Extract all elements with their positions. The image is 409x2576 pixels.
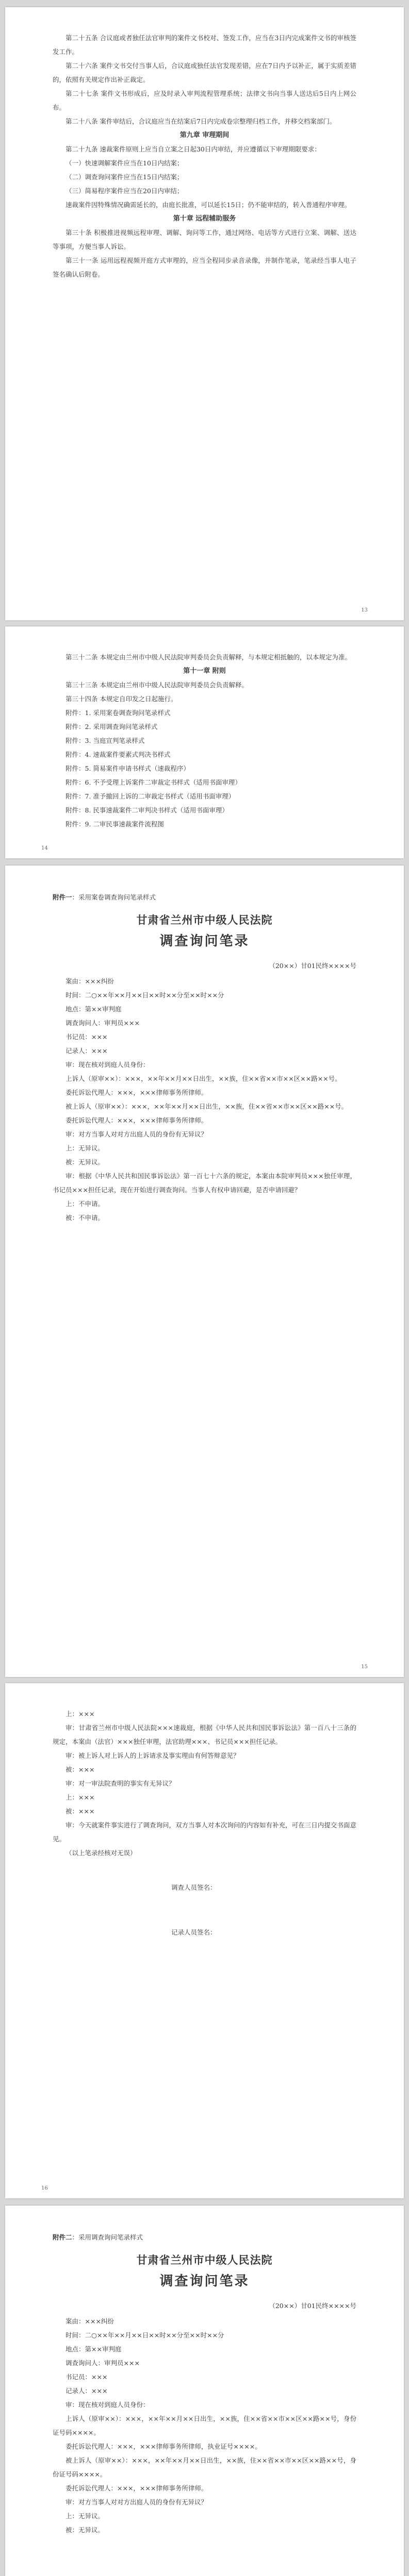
annex-title: ：采用案卷调查询问笔录样式: [72, 893, 156, 901]
document-page-5: [5, 2206, 404, 2576]
record-line: 被上诉人（原审××）：×××，××年××月××日出生，××族，住××省××市××区××路××号。: [66, 1103, 348, 1110]
article-paragraph: 第二十九条 速裁案件原则上应当自立案之日起30日内审结，并应遵循以下审理期限要求：: [66, 145, 321, 153]
article-paragraph: 第三十二条 本规定由兰州市中级人民法院审判委员会负责解释，与本规定相抵触的，以本规定为准。: [66, 653, 351, 661]
court-name: 甘肃省兰州市中级人民法院: [136, 2253, 273, 2266]
record-line: 上：×××: [66, 1710, 95, 1718]
record-line: 调查询问人：审判员×××: [66, 2359, 140, 2367]
record-line: 上诉人（原审××）：×××，××年××月××日出生，××族，住××省××市××区××路××号，身份证号码××××。: [53, 2415, 356, 2436]
record-line: 案由：×××纠纷: [66, 977, 114, 985]
page-number: 14: [41, 845, 48, 851]
article-paragraph: （一）快速调解案件应当在10日内结案；: [66, 159, 184, 167]
annex-number: 附件一: [53, 893, 72, 901]
record-line: 调查询问人：审判员×××: [66, 1019, 140, 1027]
document-page-3: [5, 866, 404, 1677]
attachment-item: 附件：1. 采用案卷调查询问笔录样式: [66, 709, 171, 717]
signature-spacer: [53, 1860, 356, 1880]
document-page-4: [5, 1683, 404, 2198]
record-line: 被：不申请。: [66, 1214, 105, 1222]
record-line: 委托诉讼代理人：×××，×××律师事务所律师，执业证号××××。: [66, 2443, 261, 2450]
record-line: 上：无异议。: [66, 2512, 105, 2520]
record-line: 上诉人（原审××）：×××，××年××月××日出生，××族，住××省××市××区××路××号。: [66, 1075, 341, 1082]
record-line: 审：甘肃省兰州市中级人民法院×××速裁庭，根据《中华人民共和国民事诉讼法》第一百八十三条的规定，本案由（法官）×××独任审理，法官助理×××、书记员×××担任记录。: [53, 1724, 356, 1745]
annex-label: [53, 2232, 356, 2242]
attachment-item: 附件：2. 采用调查询问笔录样式: [66, 723, 158, 731]
record-line: 时间：二○××年××月××日××时××分至××时××分: [66, 2331, 224, 2339]
record-line: 时间：二○××年××月××日××时××分至××时××分: [66, 991, 224, 999]
record-line: 被：无异议。: [66, 1158, 105, 1166]
record-line: 审：今天就案件事实进行了调查询问，双方当事人对本次询问的内容如有补充，可在三日内提交书面意见。: [53, 1821, 356, 1843]
record-line: 审：对方当事人对对方出庭人员的身份有无异议？: [66, 1130, 208, 1138]
annex-title: ：采用调查询问笔录样式: [72, 2233, 143, 2241]
page-number: 16: [41, 2185, 48, 2191]
record-title: 调查询问笔录: [159, 934, 250, 949]
record-line: 案由：×××纠纷: [66, 2317, 114, 2325]
court-name: 甘肃省兰州市中级人民法院: [136, 913, 273, 926]
attachment-item: 附件：3. 当庭宣判笔录样式: [66, 737, 145, 744]
record-line: 审：对一审法院查明的事实有无异议？: [66, 1780, 175, 1787]
page1-articles-b: [53, 142, 356, 212]
record-line: 审：根据《中华人民共和国民事诉讼法》第一百七十六条的规定，本案由本院审判员×××独任审理，书记员×××担任记录，现在开始进行调查询问。当事人有权申请回避，是否申请回避？: [53, 1172, 356, 1194]
case-number: （20××）甘01民终××××号: [269, 962, 356, 970]
chapter-heading: 第九章 审理期间: [179, 131, 230, 139]
signature-gap: [53, 1894, 356, 1925]
record-line: 委托诉讼代理人：×××，×××律师事务所律师。: [66, 1089, 208, 1096]
article-paragraph: 第二十六条 案件文书交付当事人后，合议庭或独任法官发现差错，应在7日内予以补正，属于实质差错的，依照有关规定作出补正裁定。: [53, 62, 356, 83]
attachment-item: 附件：4. 速裁案件要素式判决书样式: [66, 751, 171, 758]
article-paragraph: 第二十八条 案件审结后，合议庭应当在结案后7日内完成卷宗整理归档工作，并移交档案部门。: [66, 117, 336, 125]
record-line: 审：现在核对到庭人员身份：: [66, 1061, 150, 1069]
record-body: [53, 2314, 356, 2537]
article-paragraph: 第三十三条 本规定由兰州市中级人民法院审判委员会负责解释。: [66, 681, 248, 689]
annex-number: 附件二: [53, 2233, 72, 2241]
record-line: 被上诉人（原审××）：×××，××年××月××日出生，××族，住××省××市××区××路××号，身份证号码××××。: [53, 2456, 356, 2478]
attachment-list: [53, 706, 356, 831]
article-paragraph: （二）调查询问案件应当在15日内结案；: [66, 173, 184, 181]
record-line: 记录人：×××: [66, 2387, 108, 2395]
record-line: 上：不申请。: [66, 1200, 105, 1208]
record-line: 地点：第××审判庭: [66, 2345, 122, 2353]
record-body: [53, 1707, 356, 1860]
page1-articles-c: [53, 226, 356, 281]
case-number: （20××）甘01民终××××号: [269, 2302, 356, 2310]
record-title: 调查询问笔录: [159, 2274, 250, 2289]
record-line: 委托诉讼代理人：×××，×××律师事务所律师。: [66, 2484, 208, 2492]
record-line: 书记员：×××: [66, 1033, 108, 1041]
article-paragraph: 速裁案件因特殊情况确需延长的，由庭长批准，可以延长15日；仍不能审结的，转入普通程序审理。: [66, 201, 351, 209]
article-paragraph: 第三十一条 运用远程视频开庭方式审理的，应当全程同步录音录像，并制作笔录，笔录经当事人电子签名确认后附卷。: [53, 257, 356, 278]
page-number: 15: [361, 1664, 368, 1670]
chapter-heading: 第十一章 附则: [183, 667, 226, 675]
article-paragraph: 第三十四条 本规定自印发之日起施行。: [66, 695, 177, 703]
article-paragraph: 第二十五条 合议庭或者独任法官审判的案件文书校对、签发工作，应当在3日内完成案件文书的审核签发工作。: [53, 34, 356, 56]
record-line: 上：无异议。: [66, 1144, 105, 1152]
record-line: 书记员：×××: [66, 2373, 108, 2381]
attachment-item: 附件：9. 二审民事速裁案件流程图: [66, 820, 164, 828]
record-line: （以上笔录经核对无误）: [66, 1849, 137, 1857]
record-line: 被：无异议。: [66, 2526, 105, 2534]
chapter-heading: 第十章 远程辅助服务: [173, 215, 236, 223]
attachment-item: 附件：7. 准予撤回上诉的二审裁定书样式（适用书面审理）: [66, 792, 235, 800]
record-line: 审：对方当事人对对方出庭人员的身份有无异议？: [66, 2498, 208, 2506]
recorder-signature-line: 记录人员签名：: [171, 1928, 217, 1936]
article-paragraph: 第三十条 积极推进视频远程审理、调解、询问等工作，通过网络、电话等方式进行立案、调解、送达等事项，方便当事人诉讼。: [53, 229, 356, 250]
record-line: 被：×××: [66, 1807, 95, 1815]
attachment-item: 附件：5. 简易案件申请书样式（速裁程序）: [66, 765, 190, 772]
record-line: 上：×××: [66, 1793, 95, 1801]
record-line: 被：×××: [66, 1766, 95, 1773]
article-paragraph: 第二十七条 案件文书形成后，应及时录入审判流程管理系统；法律文书向当事人送达后5日内上网公布。: [53, 90, 356, 111]
document-page-2: [5, 626, 404, 858]
article-paragraph: （三）简易程序案件应当在20日内审结；: [66, 187, 184, 195]
record-line: 审：现在核对到庭人员身份：: [66, 2401, 150, 2409]
page-number: 13: [361, 607, 368, 613]
record-line: 审：被上诉人对上诉人的上诉请求及事实理由有何答辩意见？: [66, 1752, 240, 1759]
attachment-item: 附件：6. 不予受理上诉案件二审裁定书样式（适用书面审理）: [66, 778, 241, 786]
record-line: 地点：第××审判庭: [66, 1005, 122, 1013]
page1-articles-a: [53, 31, 356, 128]
record-line: 委托诉讼代理人：×××，×××律师事务所律师。: [66, 1116, 208, 1124]
investigator-signature-line: 调查人员签名：: [171, 1884, 217, 1891]
attachment-item: 附件：8. 民事速裁案件二审判决书样式（适用书面审理）: [66, 806, 228, 814]
annex-label: [53, 892, 356, 902]
record-body: [53, 974, 356, 1225]
document-page-1: [5, 7, 404, 620]
record-line: 记录人：×××: [66, 1047, 108, 1055]
